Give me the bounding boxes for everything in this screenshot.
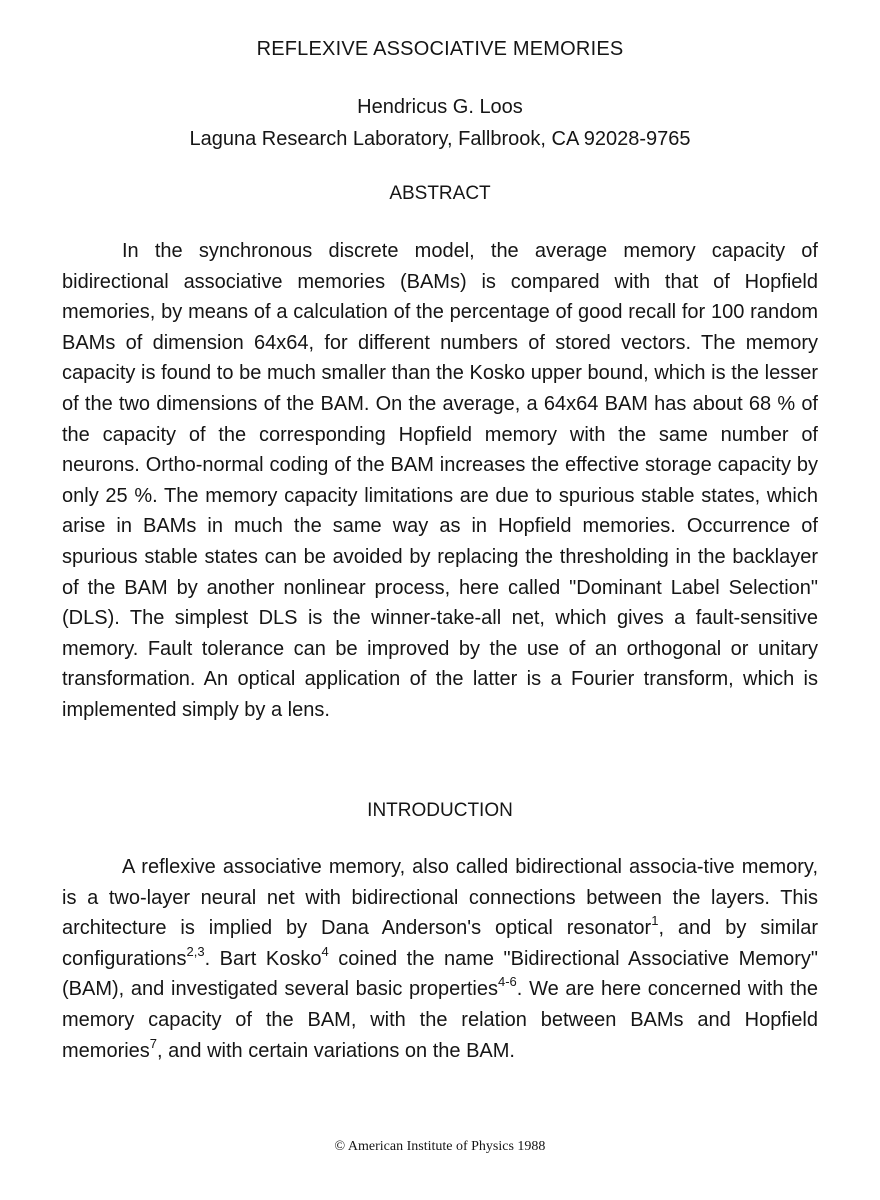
introduction-heading: INTRODUCTION — [367, 800, 513, 821]
author-name: Hendricus G. Loos — [357, 96, 523, 118]
intro-text: . We are here concerned with the memory capacity of the BAM, with the relation between BAMs and Hopfield memories — [62, 978, 818, 1062]
abstract-heading: ABSTRACT — [389, 183, 491, 204]
paper-title: REFLEXIVE ASSOCIATIVE MEMORIES — [256, 38, 624, 60]
introduction-paragraph — [62, 852, 818, 1066]
intro-text: . Bart Kosko — [204, 947, 322, 970]
reference-superscript: 2,3 — [186, 943, 205, 959]
intro-text: coined the name "Bidirectional Associative Memory" (BAM), and investigated several basic properties — [62, 947, 818, 1001]
reference-superscript: 4 — [321, 943, 329, 959]
reference-superscript: 7 — [149, 1035, 158, 1051]
abstract-paragraph: In the synchronous discrete model, the average memory capacity of bidirectional associative memories (BAMs) is compared with that of Hopfield memories, by means of a calculation of the percentage of good recall for 100 random BAMs of dimension 64x64, for different numbers of stored vectors. The memory capacity is found to be much smaller than the Kosko upper bound, which is the lesser of the two dimensions of the BAM. On the average, a 64x64 BAM has about 68 % of the capacity of the corresponding Hopfield memory with the same number of neurons. Ortho-normal coding of the BAM increases the effective storage capacity by only 25 %. The memory capacity limitations are due to spurious stable states, which arise in BAMs in much the same way as in Hopfield memories. Occurrence of spurious stable states can be avoided by replacing the thresholding in the backlayer of the BAM by another nonlinear process, here called "Dominant Label Selection" (DLS). The simplest DLS is the winner-take-all net, which gives a fault-sensitive memory. Fault tolerance can be improved by the use of an orthogonal or unitary transformation. An optical application of the latter is a Fourier transform, which is implemented simply by a lens. — [62, 240, 818, 721]
intro-text: , and with certain variations on the BAM. — [157, 1039, 515, 1062]
author-affiliation: Laguna Research Laboratory, Fallbrook, CA 92028-9765 — [189, 128, 691, 150]
reference-superscript: 4-6 — [498, 974, 517, 990]
intro-text: A reflexive associative memory, also called bidirectional associa-tive memory, is a two-layer neural net with bidirectional connections between the layers. This architecture is implied by Dana Anderson's optical resonator — [62, 856, 818, 940]
copyright-notice: © American Institute of Physics 1988 — [334, 1139, 546, 1154]
reference-superscript: 1 — [651, 913, 659, 929]
intro-text: , and by similar configurations — [62, 917, 818, 970]
